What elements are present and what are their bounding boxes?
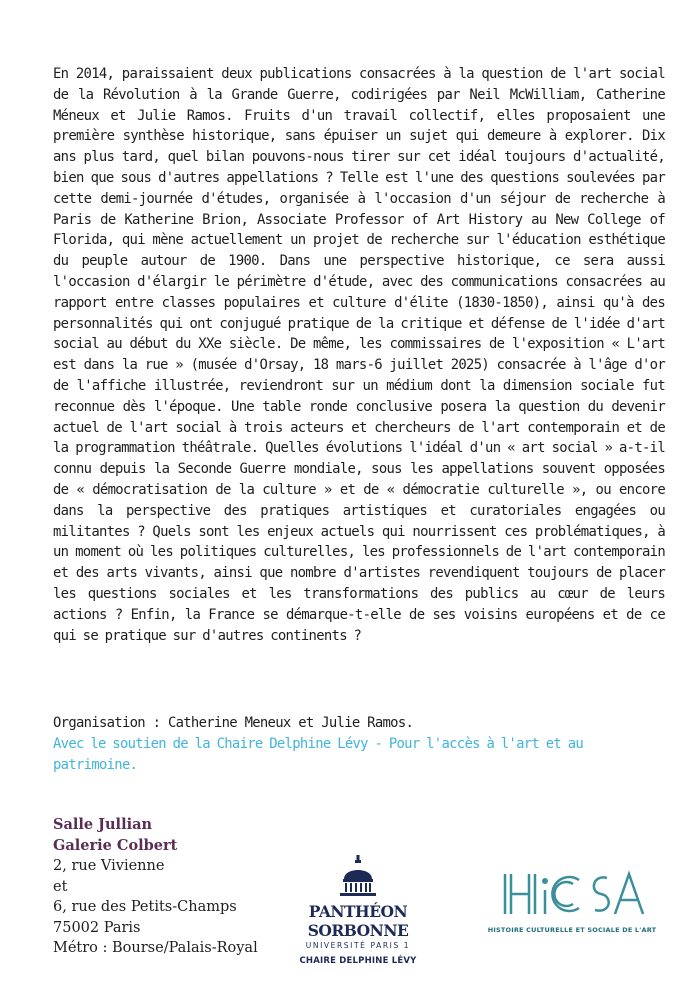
pantheon-sorbonne-name: PANTHÉON SORBONNE xyxy=(307,902,409,940)
main-paragraph: En 2014, paraissaient deux publications consacrées à la question de l'art social de la Révolution à la Grande Guerre, codirigées par Neil McWilliam, Catherine Méneux et Julie Ramos. Fruits d'un travail collectif, elles proposaient une première synthèse historique, sans épuiser un sujet qui demeure à explorer. Dix ans plus tard, quel bilan pouvons-nous tirer sur cet idéal toujours d'actualité, bien que sous d'autres appellations ? Telle est l'une des questions soulevées par cette demi-journée d'études, organisée à l'occasion d'un séjour de recherche à Paris de Katherine Brion, Associate Professor of Art History au New College of Florida, qui mène actuellement un projet de recherche sur l'éducation esthétique du peuple autour de 1900. Dans une perspective historique, ce sera aussi l'occasion d'élargir le périmètre d'étude, avec des communications consacrées au rapport entre classes populaires et culture d'élite (1830-1850), ainsi qu'à des personnalités qui ont conjugué pratique de la critique et défense de l'idée d'art social au début du XXe siècle. De même, les commissaires de l'exposition « L'art est dans la rue » (musée d'Orsay, 18 mars-6 juillet 2025) consacrée à l'âge d'or de l'affiche illustrée, reviendront sur un médium dont la dimension sociale fut reconnue dès l'époque. Une table ronde conclusive posera la question du devenir actuel de l'art social à trois acteurs et chercheurs de l'art contemporain et de la programmation théâtrale. Quelles évolutions l'idéal d'un « art social » a-t-il connu depuis la Seconde Guerre mondiale, sous les appellations souvent opposées de « démocratisation de la culture » et de « démocratie culturelle », ou encore dans la perspective des pratiques artistiques et curatoriales engagées ou militantes ? Quels sont les enjeux actuels qui nourrissent ces problématiques, à un moment où les politiques culturelles, les professionnels de l'art contemporain et des arts vivants, ainsi que nombre d'artistes revendiquent toujours de placer les questions sociales et les transformations des publics au cœur de leurs actions ? Enfin, la France se démarque-t-elle de ses voisins européens et de ce qui se pratique sur d'autres continents ? xyxy=(53,66,665,644)
venue-conjunction: et xyxy=(53,878,68,895)
venue-postal: 75002 Paris xyxy=(53,919,141,936)
support-line: Avec le soutien de la Chaire Delphine Lévy - Pour l'accès à l'art et au patrimoine. xyxy=(53,736,584,773)
hicsa-logo xyxy=(466,868,678,934)
pantheon-sorbonne-logo xyxy=(270,855,446,966)
chair-delphine-levy: CHAIRE DELPHINE LÉVY xyxy=(299,956,417,966)
venue-metro: Métro : Bourse/Palais-Royal xyxy=(53,940,258,956)
hicsa-tagline: HISTOIRE CULTURELLE ET SOCIALE DE L'ART xyxy=(487,926,657,934)
pantheon-dome-icon xyxy=(336,855,380,897)
venue-address-2: 6, rue des Petits-Champs xyxy=(53,899,237,915)
venue-gallery: Galerie Colbert xyxy=(53,836,178,854)
organisation-line: Organisation : Catherine Meneux et Julie Ramos. xyxy=(53,715,414,731)
venue-address-1: 2, rue Vivienne xyxy=(53,858,165,874)
hicsa-wordmark xyxy=(497,868,647,918)
venue-block xyxy=(53,815,258,959)
venue-room: Salle Jullian xyxy=(53,816,153,833)
pantheon-university-subtitle: UNIVERSITÉ PARIS 1 xyxy=(305,941,411,950)
